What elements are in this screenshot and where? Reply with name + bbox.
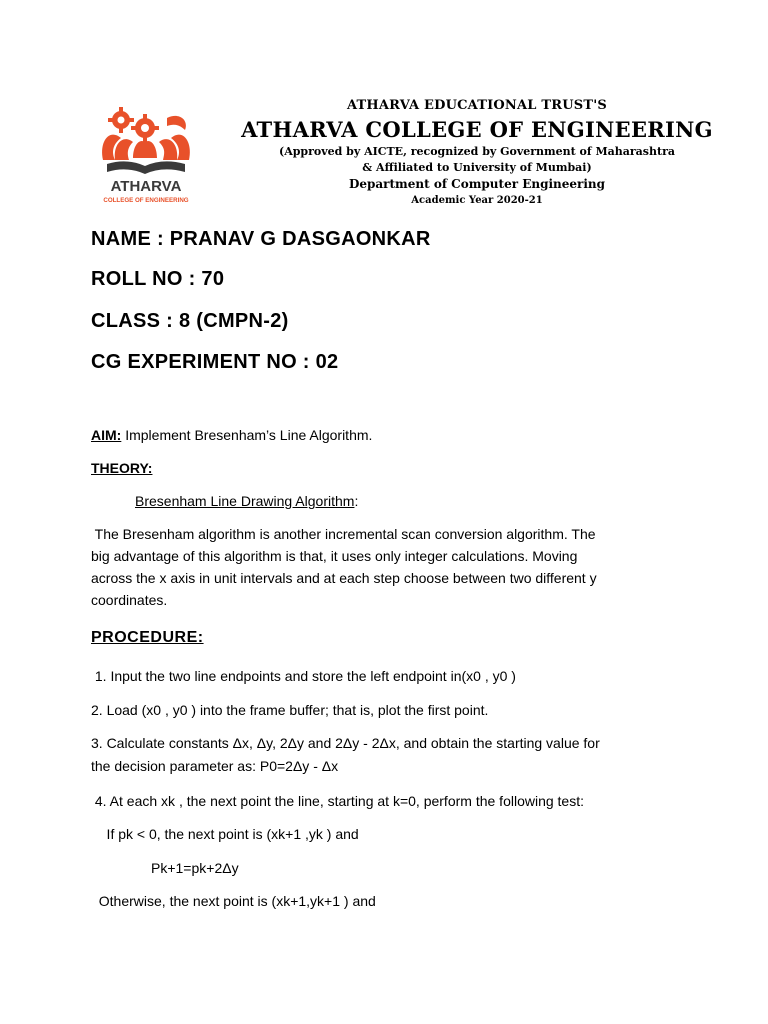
college-name: ATHARVA COLLEGE OF ENGINEERING: [241, 117, 713, 142]
academic-year: Academic Year 2020-21: [411, 195, 543, 206]
theory-label: THEORY:: [91, 460, 153, 476]
theory-line: The Bresenham algorithm is another incremental scan conversion algorithm. The: [91, 526, 596, 542]
theory-line: coordinates.: [91, 592, 168, 608]
theory-line: big advantage of this algorithm is that, it uses only integer calculations. Moving: [91, 548, 578, 564]
aim-text: Implement Bresenham’s Line Algorithm.: [121, 427, 373, 443]
procedure-formula: Pk+1=pk+2Δy: [151, 860, 239, 876]
procedure-step-2: 2. Load (x0 , y0 ) into the frame buffer; that is, plot the first point.: [91, 702, 489, 718]
experiment-number: CG EXPERIMENT NO : 02: [91, 351, 339, 373]
theory-line: across the x axis in unit intervals and at each step choose between two different y: [91, 570, 597, 586]
procedure-step-1: 1. Input the two line endpoints and store the left endpoint in(x0 , y0 ): [91, 668, 516, 684]
theory-subheading: Bresenham Line Drawing Algorithm: [135, 493, 355, 509]
logo-text: ATHARVA: [110, 178, 182, 195]
procedure-heading: PROCEDURE:: [91, 629, 204, 646]
logo-emblem-icon: [93, 98, 199, 210]
theory-subheading-suffix: :: [354, 493, 359, 509]
aim-line: [91, 424, 372, 446]
procedure-step-3-cont: the decision parameter as: P0=2Δy - Δx: [91, 758, 339, 774]
class-info: CLASS : 8 (CMPN-2): [91, 310, 289, 332]
roll-number: ROLL NO : 70: [91, 268, 225, 290]
trust-name: ATHARVA EDUCATIONAL TRUST'S: [346, 98, 608, 113]
procedure-condition: If pk < 0, the next point is (xk+1 ,yk ) and: [91, 826, 359, 842]
aim-label: AIM:: [91, 427, 122, 443]
student-name: NAME : PRANAV G DASGAONKAR: [91, 228, 431, 250]
procedure-step-4: 4. At each xk , the next point the line, starting at k=0, perform the following test:: [91, 793, 584, 809]
theory-subheading-line: [135, 490, 358, 512]
theory-paragraph: [91, 523, 691, 611]
approval-line-1: (Approved by AICTE, recognized by Government of Maharashtra: [278, 145, 676, 158]
document-header: [232, 96, 722, 208]
college-logo: [93, 98, 199, 210]
department-name: Department of Computer Engineering: [348, 177, 606, 191]
approval-line-2: & Affiliated to University of Mumbai): [362, 161, 592, 174]
procedure-step-3: 3. Calculate constants Δx, Δy, 2Δy and 2Δy - 2Δx, and obtain the starting value for: [91, 735, 600, 751]
procedure-otherwise: Otherwise, the next point is (xk+1,yk+1 ) and: [91, 893, 376, 909]
logo-subtext: COLLEGE OF ENGINEERING: [103, 197, 189, 204]
